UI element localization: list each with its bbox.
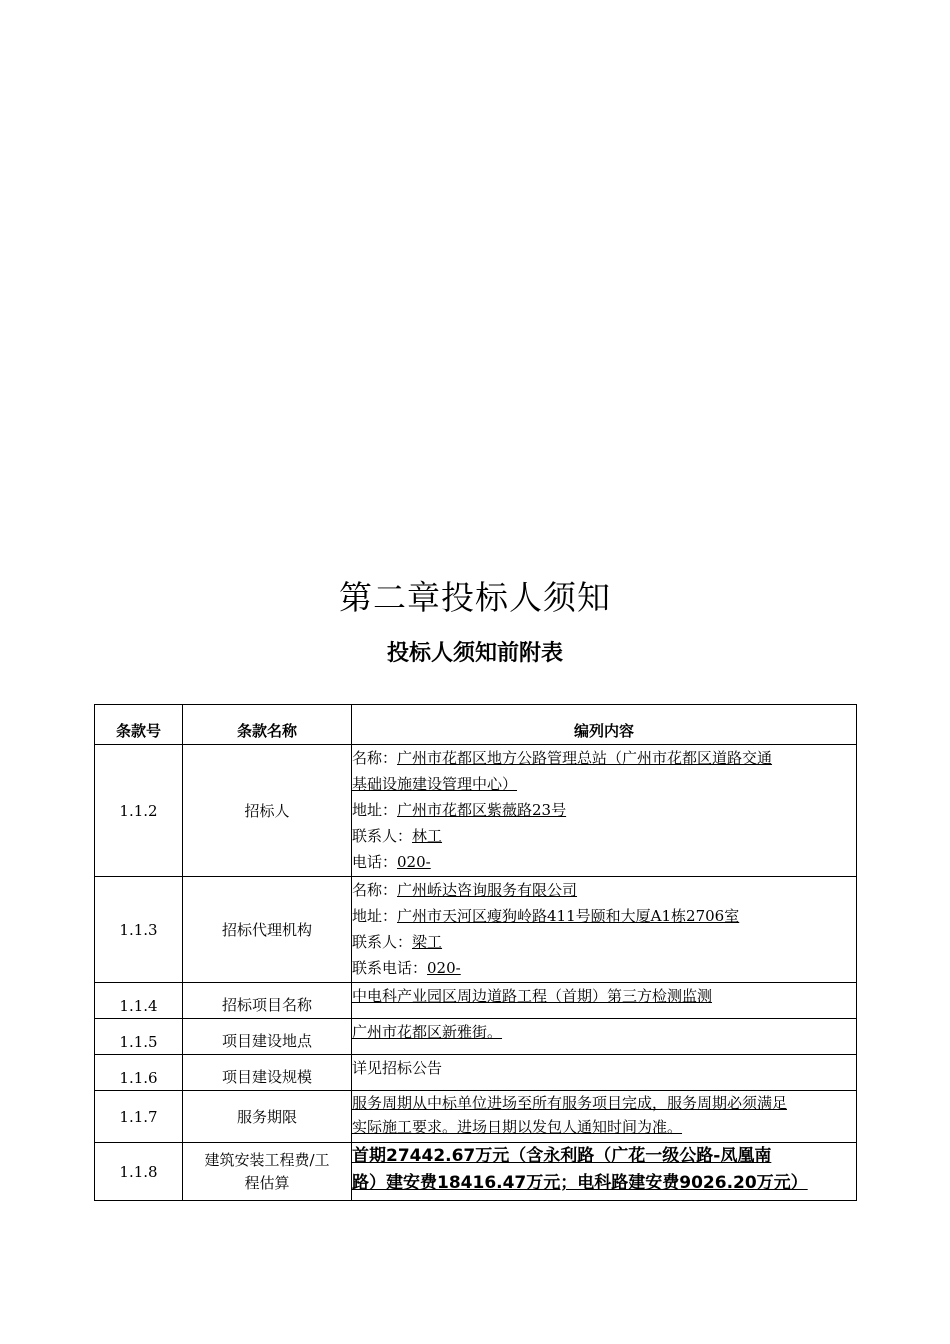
clause-number: 1.1.2 [95, 745, 183, 877]
content-line: 地址：广州市天河区瘦狗岭路411号颐和大厦A1栋2706室 [352, 907, 740, 925]
header-clause-number: 条款号 [95, 705, 183, 745]
clause-name: 项目建设规模 [183, 1055, 352, 1091]
clause-name [183, 1143, 352, 1201]
clause-content [352, 745, 857, 877]
clause-name: 招标项目名称 [183, 983, 352, 1019]
content-line: 电话：020- [352, 853, 431, 871]
table-row [95, 877, 857, 983]
table-row [95, 1143, 857, 1201]
table-row [95, 745, 857, 877]
content-line: 联系人：梁工 [352, 933, 443, 951]
content-line: 名称：广州市花都区地方公路管理总站（广州市花都区道路交通 [352, 749, 773, 767]
appendix-title: 投标人须知前附表 [386, 641, 563, 666]
clause-number: 1.1.6 [95, 1055, 183, 1091]
estimate-line: 首期27442.67万元（含永利路（广花一级公路-凤凰南 [352, 1146, 772, 1166]
estimate-line: 路）建安费18416.47万元；电科路建安费9026.20万元） [352, 1173, 808, 1193]
content-line: 详见招标公告 [352, 1059, 443, 1077]
content-line: 基础设施建设管理中心） [352, 775, 518, 793]
clause-number: 1.1.8 [95, 1143, 183, 1201]
chapter-title: 第二章投标人须知 [339, 578, 611, 617]
content-line: 联系人：林工 [352, 827, 443, 845]
clause-name: 招标人 [183, 745, 352, 877]
content-line: 中电科产业园区周边道路工程（首期）第三方检测监测 [352, 987, 713, 1005]
clause-name: 服务期限 [183, 1091, 352, 1143]
clause-number: 1.1.5 [95, 1019, 183, 1055]
clause-content [352, 1143, 857, 1201]
content-line: 广州市花都区新雅街。 [352, 1023, 503, 1041]
header-clause-name: 条款名称 [183, 705, 352, 745]
content-line: 地址：广州市花都区紫薇路23号 [352, 801, 567, 819]
clause-content [352, 1091, 857, 1143]
clause-name: 招标代理机构 [183, 877, 352, 983]
table-row [95, 1091, 857, 1143]
clause-name-line: 程估算 [244, 1173, 290, 1192]
clause-name: 项目建设地点 [183, 1019, 352, 1055]
content-line: 实际施工要求。进场日期以发包人通知时间为准。 [352, 1118, 683, 1136]
content-line: 名称：广州峤达咨询服务有限公司 [352, 881, 578, 899]
table-row [95, 1055, 857, 1091]
clause-number: 1.1.4 [95, 983, 183, 1019]
clause-content [352, 1055, 857, 1091]
clause-name-line: 建筑安装工程费/工 [204, 1150, 330, 1169]
clause-content [352, 1019, 857, 1055]
clause-content [352, 983, 857, 1019]
table-row [95, 983, 857, 1019]
header-content: 编列内容 [352, 705, 857, 745]
clause-content [352, 877, 857, 983]
clause-number: 1.1.3 [95, 877, 183, 983]
table-row [95, 1019, 857, 1055]
content-line: 联系电话：020- [352, 959, 461, 977]
content-line: 服务周期从中标单位进场至所有服务项目完成，服务周期必须满足 [352, 1094, 788, 1112]
clause-number: 1.1.7 [95, 1091, 183, 1143]
table-header-row [95, 705, 857, 745]
instructions-table [94, 704, 857, 1201]
